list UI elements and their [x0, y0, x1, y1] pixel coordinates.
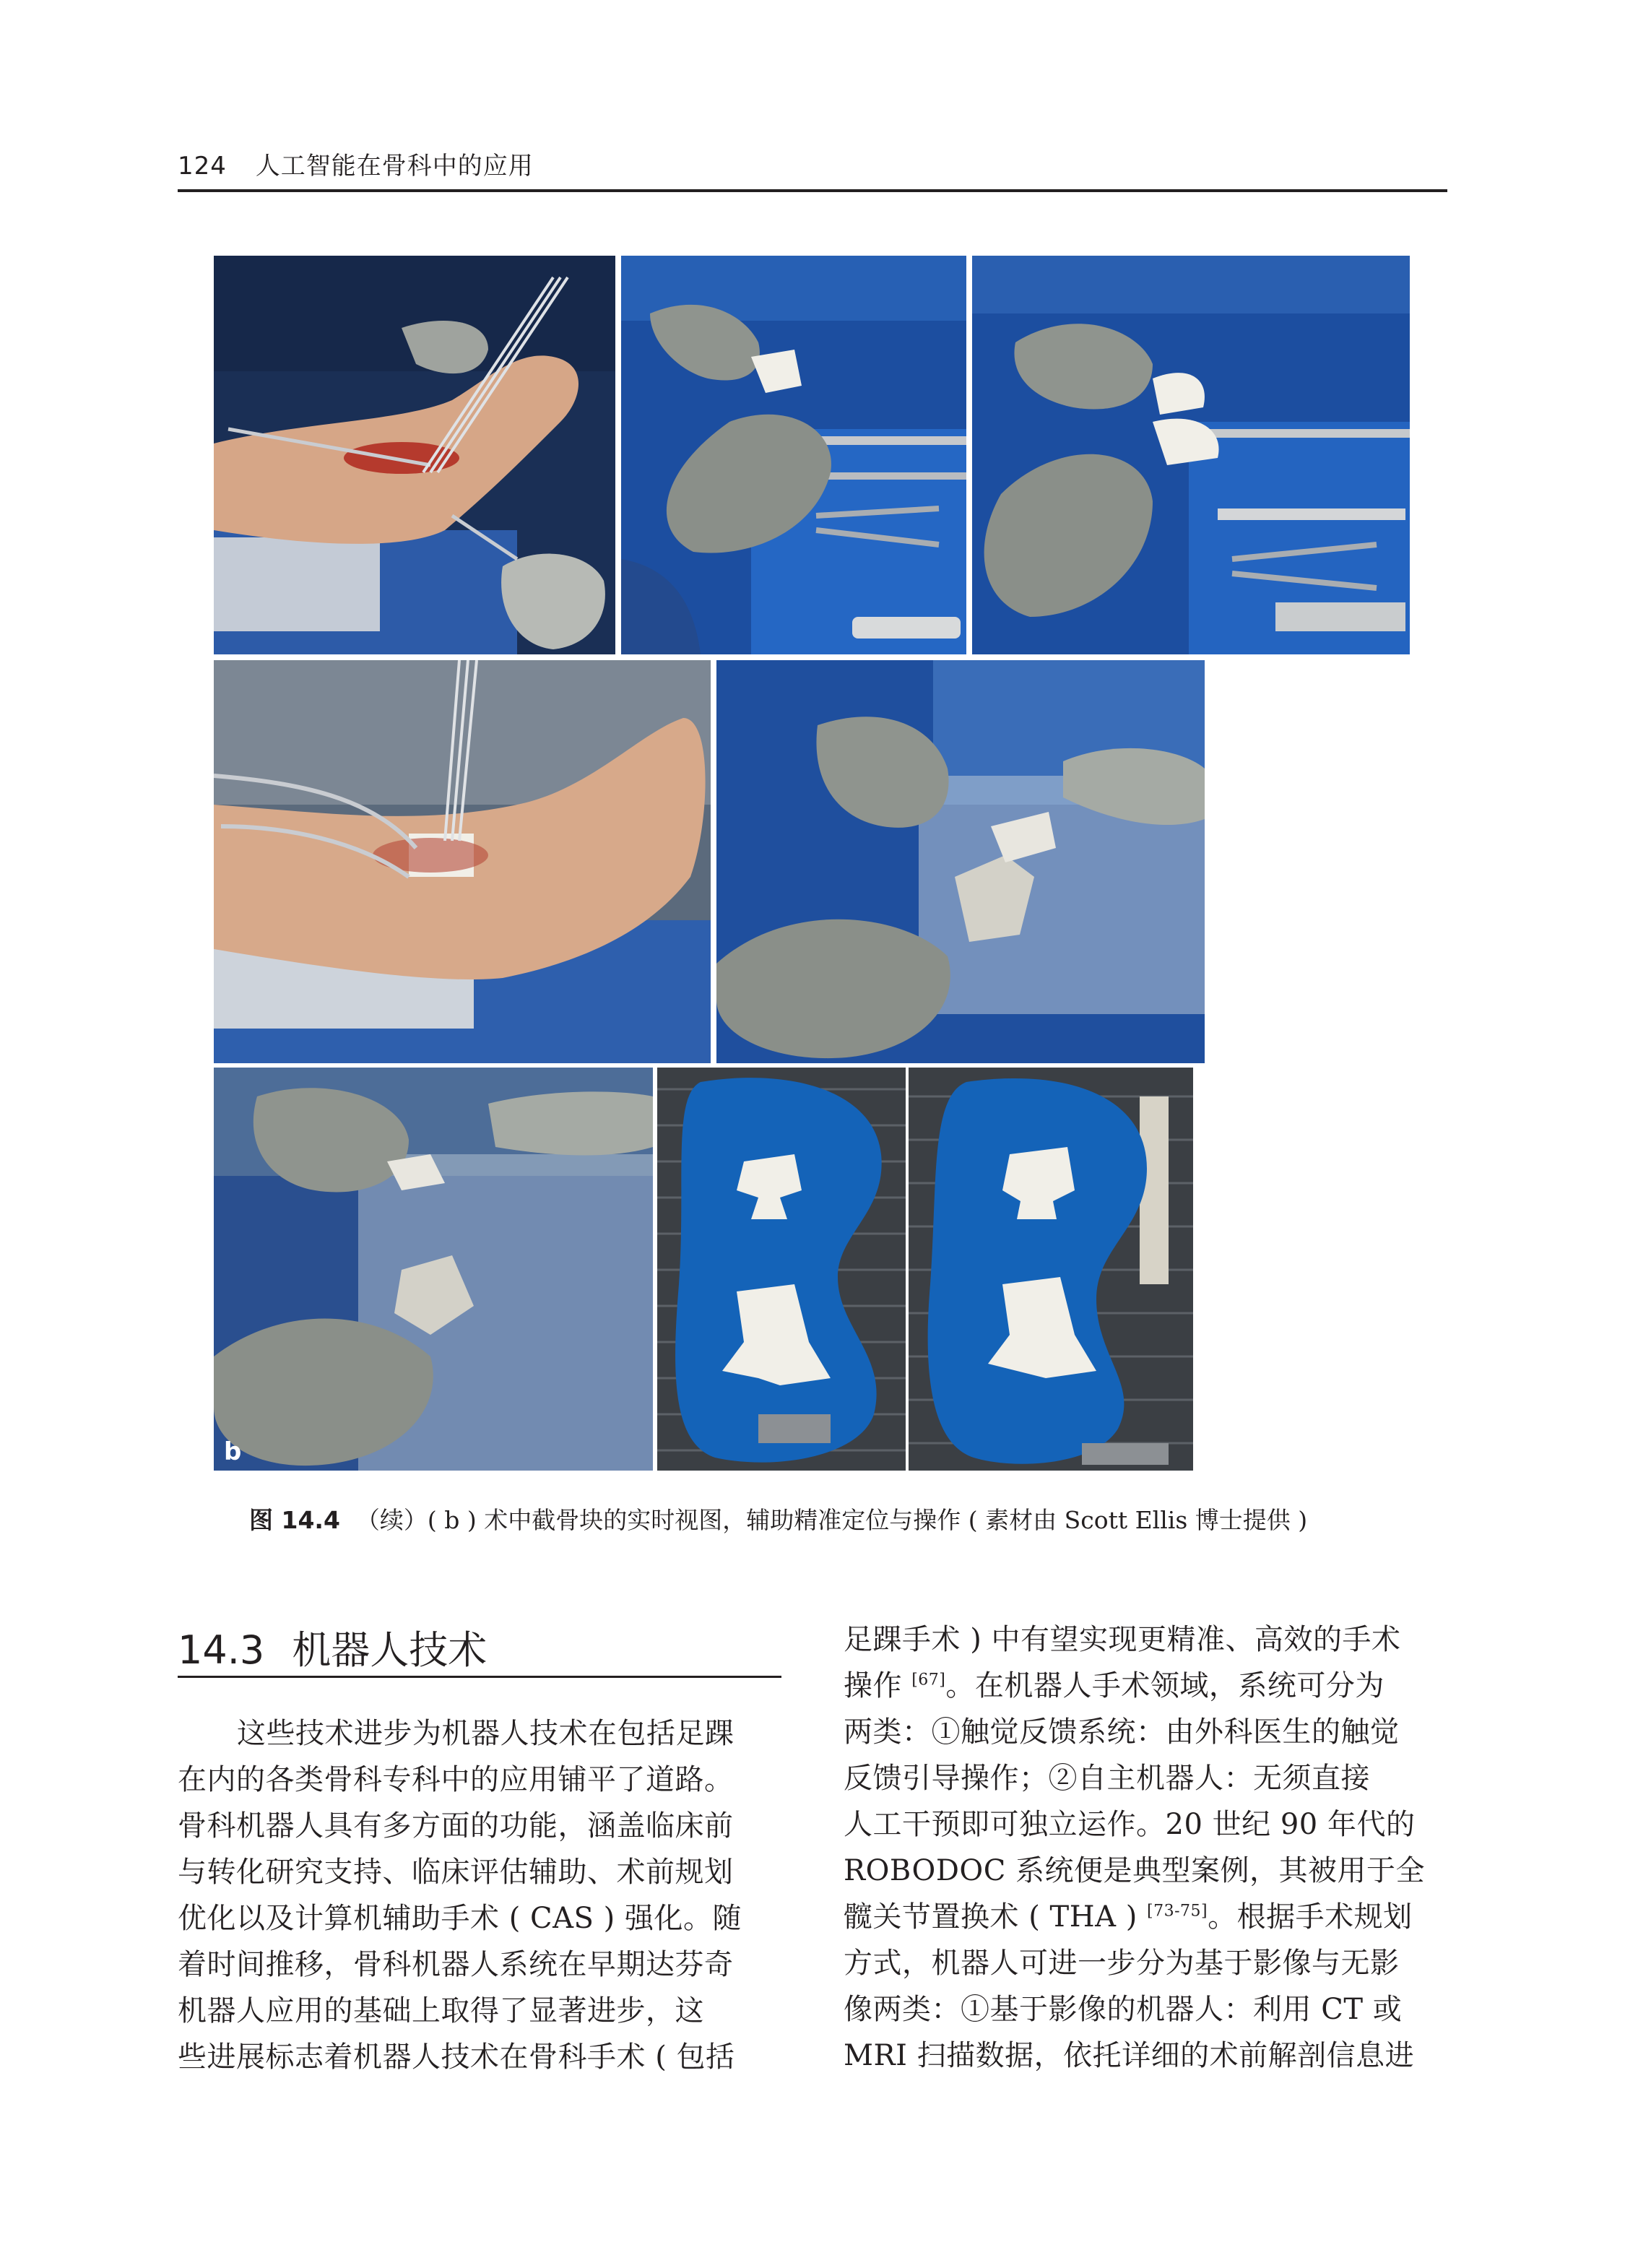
body-line: 优化以及计算机辅助手术 ( CAS ) 强化。随 — [178, 1902, 742, 1935]
photo-gloved-hands-guide-pair — [972, 256, 1410, 654]
body-line — [844, 1663, 1450, 1709]
photo-gloved-hands-bone-model — [621, 256, 966, 654]
body-line: 与转化研究支持、临床评估辅助、术前规划 — [178, 1856, 734, 1889]
header-rule — [178, 189, 1447, 192]
body-line: 在内的各类骨科专科中的应用铺平了道路。 — [178, 1763, 734, 1796]
body-line: 这些技术进步为机器人技术在包括足踝 — [237, 1717, 734, 1750]
right-column — [844, 1616, 1450, 2079]
figure-label: 图 14.4 — [249, 1506, 340, 1534]
body-line: MRI 扫描数据，依托详细的术前解剖信息进 — [844, 2039, 1415, 2072]
page-number: 124 — [178, 152, 227, 181]
body-line: 足踝手术 ) 中有望实现更精准、高效的手术 — [844, 1623, 1401, 1656]
body-text: 。在机器人手术领域，系统可分为 — [945, 1669, 1384, 1702]
figure-caption — [249, 1504, 1419, 1537]
body-text: 。根据手术规划 — [1208, 1900, 1413, 1934]
body-line — [844, 1894, 1450, 1940]
body-line: 机器人应用的基础上取得了显著进步，这 — [178, 1994, 704, 2027]
running-head — [178, 146, 534, 181]
citation-ref: [67] — [911, 1671, 946, 1689]
body-text: 操作 — [844, 1669, 912, 1702]
body-line: 方式，机器人可进一步分为基于影像与无影 — [844, 1947, 1400, 1980]
panel-letter: b — [224, 1437, 242, 1466]
body-text: 髋关节置换术 ( THA ) — [844, 1900, 1148, 1934]
book-title: 人工智能在骨科中的应用 — [255, 152, 534, 181]
section-heading — [178, 1619, 487, 1675]
body-line: 骨科机器人具有多方面的功能，涵盖临床前 — [178, 1809, 734, 1843]
body-line: 像两类：①基于影像的机器人：利用 CT 或 — [844, 1993, 1403, 2026]
body-line: 人工干预即可独立运作。20 世纪 90 年代的 — [844, 1808, 1416, 1841]
citation-ref: [73-75] — [1147, 1902, 1208, 1921]
body-line: 些进展标志着机器人技术在骨科手术 ( 包括 — [178, 2040, 735, 2074]
figure-caption-text: （续）( b ) 术中截骨块的实时视图，辅助精准定位与操作 ( 素材由 Scott Ellis 博士提供 ) — [355, 1506, 1308, 1534]
section-number: 14.3 — [178, 1627, 265, 1673]
photo-ankle-incision-pins — [214, 256, 615, 654]
photo-hands-assembling-guide — [214, 1068, 653, 1471]
body-line: 着时间推移，骨科机器人系统在早期达芬奇 — [178, 1948, 734, 1981]
photo-tray-bone-models-left — [657, 1068, 906, 1471]
left-column — [178, 1710, 784, 2080]
body-line: 反馈引导操作；②自主机器人：无须直接 — [844, 1762, 1370, 1795]
body-line: ROBODOC 系统便是典型案例，其被用于全 — [844, 1854, 1426, 1887]
photo-ankle-cutting-guide — [214, 660, 711, 1063]
section-title: 机器人技术 — [292, 1627, 488, 1673]
photo-tray-bone-models-right — [909, 1068, 1193, 1471]
section-rule — [178, 1676, 781, 1678]
photo-hands-holding-guide — [716, 660, 1205, 1063]
body-line: 两类：①触觉反馈系统：由外科医生的触觉 — [844, 1715, 1400, 1749]
